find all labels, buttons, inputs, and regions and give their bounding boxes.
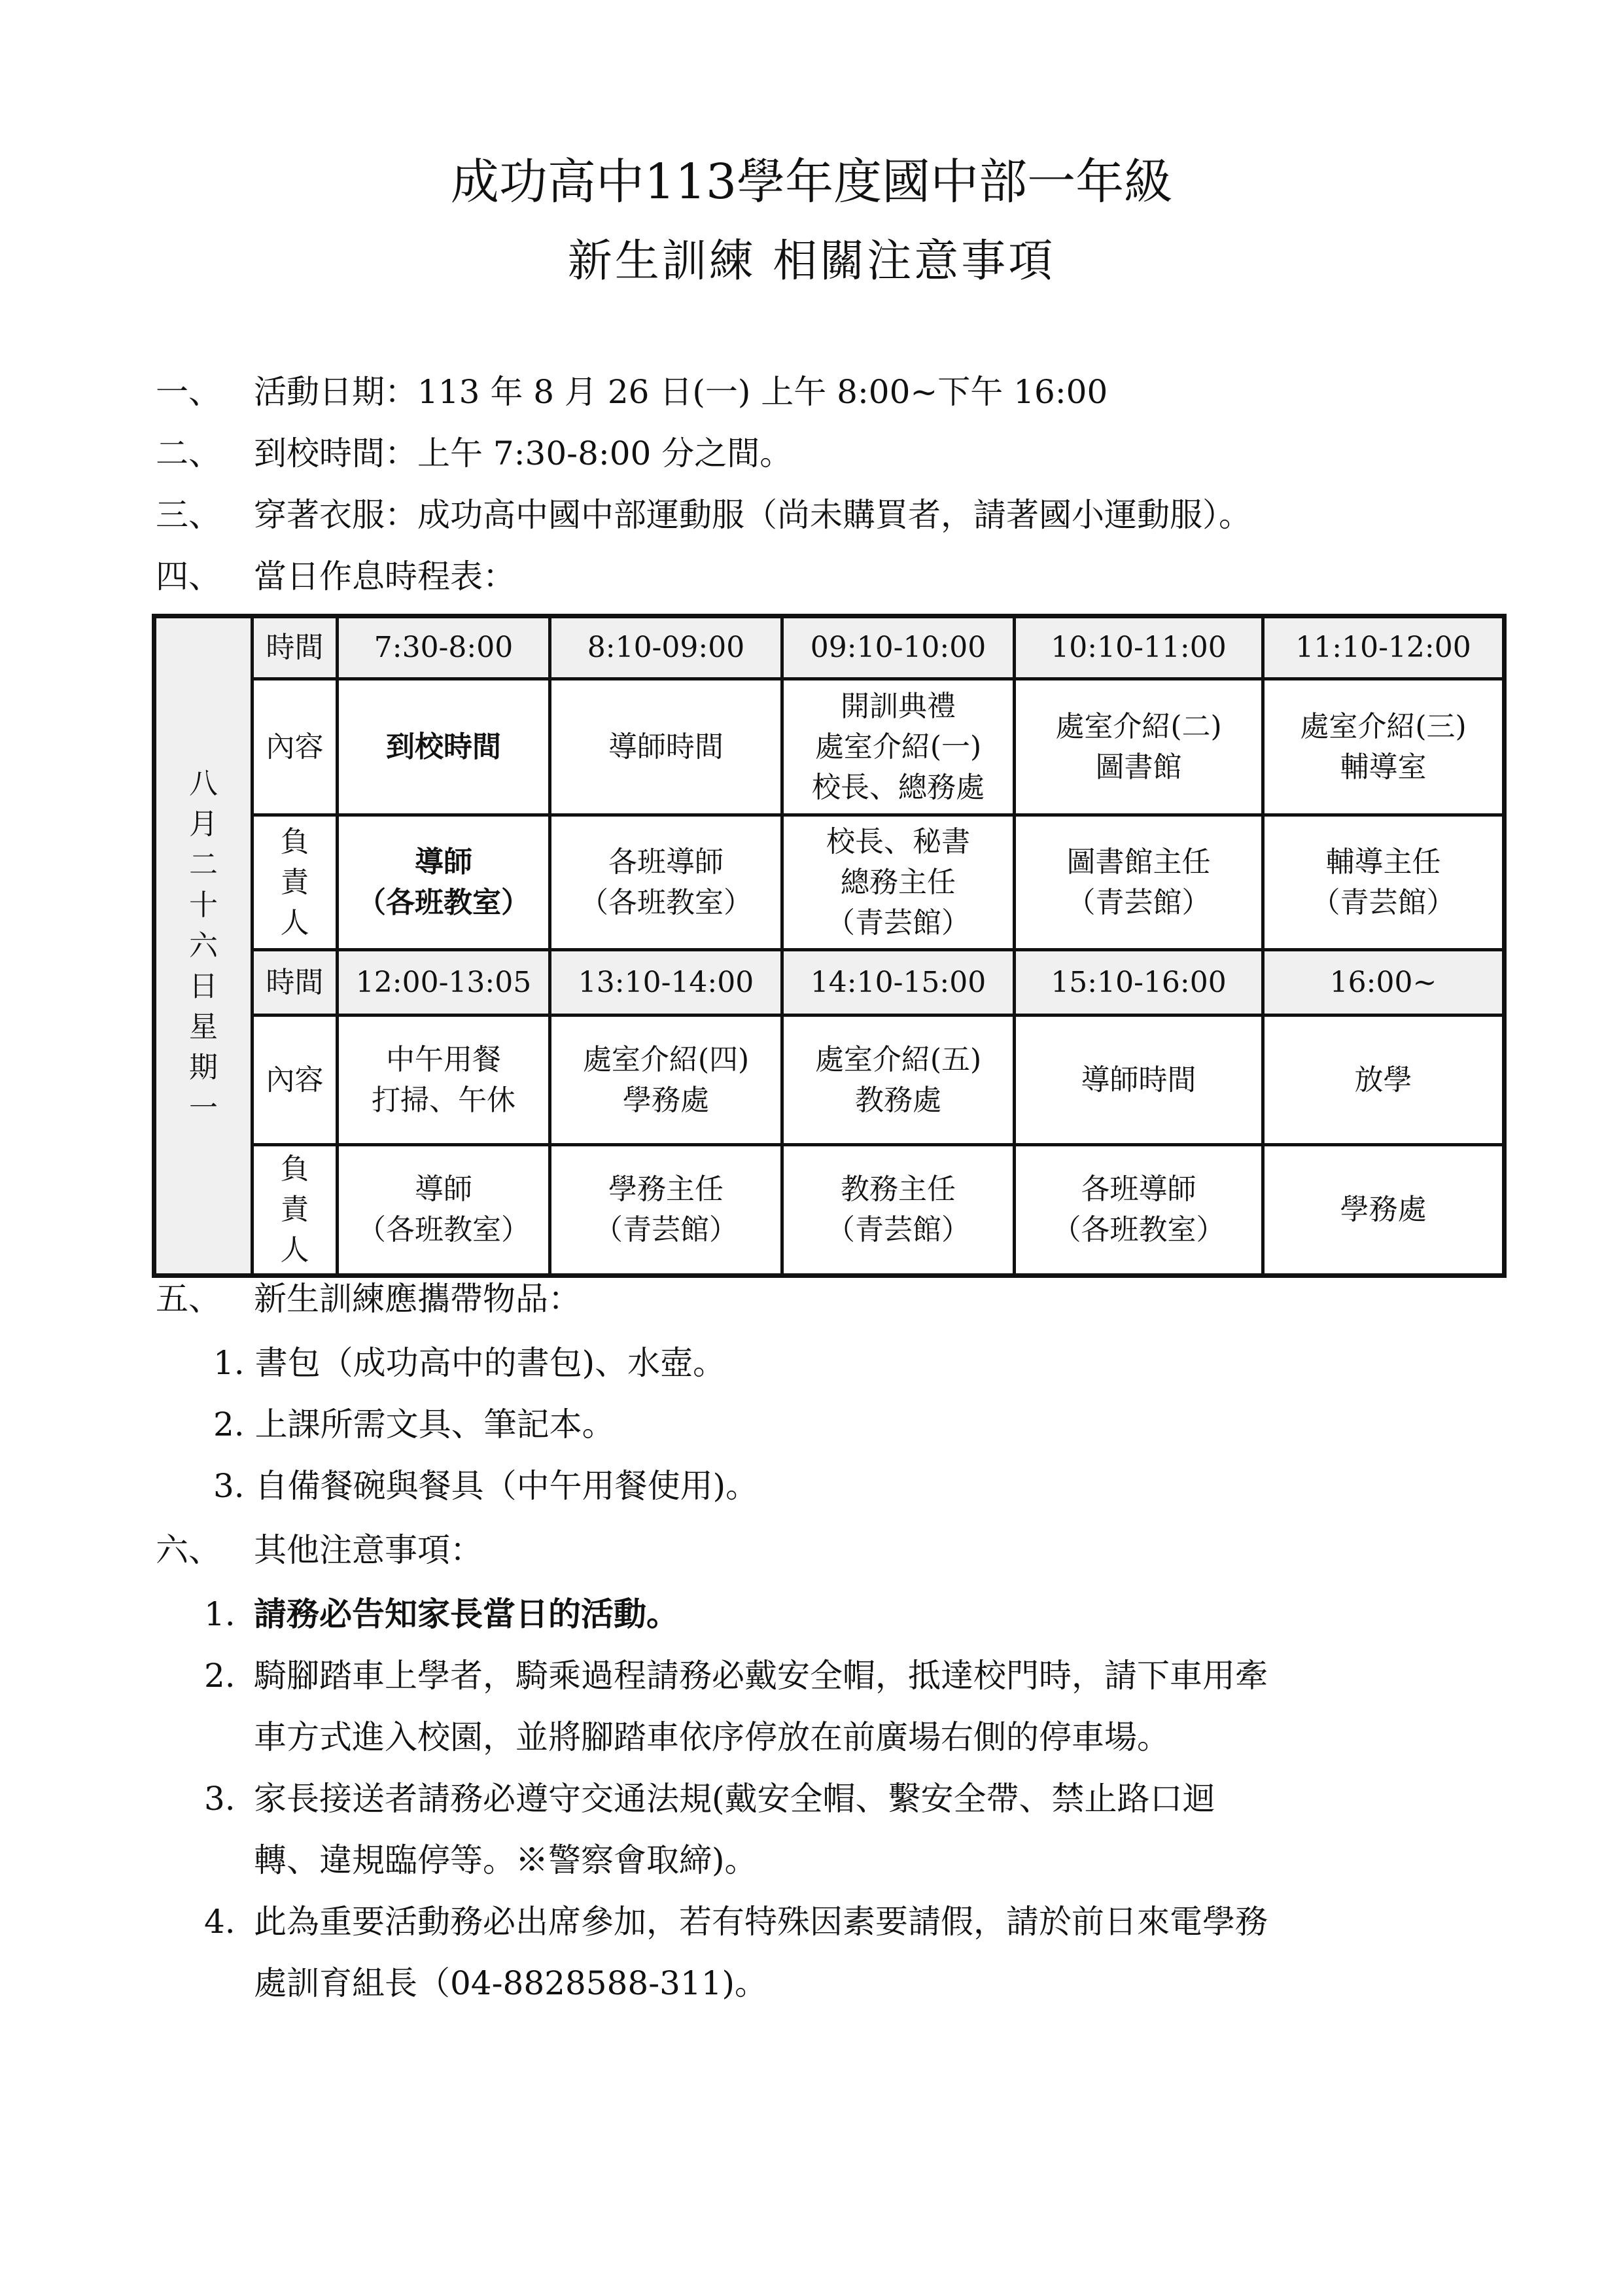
section-text: 活動日期：113 年 8 月 26 日(一) 上午 8:00~下午 16:00: [254, 373, 1108, 411]
content-cell: 開訓典禮 處室介紹(一) 校長、總務處: [782, 679, 1015, 815]
note-text: 家長接送者請務必遵守交通法規(戴安全帽、繫安全帶、禁止路口迴: [254, 1780, 1215, 1818]
person-cell: 導師 （各班教室）: [338, 815, 550, 950]
section-text: 其他注意事項：: [254, 1531, 483, 1569]
note-4-cont: 處訓育組長（04-8828588-311)。: [254, 1964, 768, 2002]
page-title: 成功高中113學年度國中部一年級: [450, 154, 1173, 210]
section-num: 三、: [156, 496, 221, 534]
page-subtitle: 新生訓練 相關注意事項: [567, 236, 1056, 287]
section-3: [156, 492, 1251, 538]
content-cell: 導師時間: [550, 679, 782, 815]
note-3-cont: 轉、違規臨停等。※警察會取締)。: [254, 1841, 758, 1879]
section-6: [156, 1527, 483, 1573]
note-text: 騎腳踏車上學者，騎乘過程請務必戴安全帽，抵達校門時，請下車用牽: [254, 1657, 1268, 1695]
content-cell: 處室介紹(三) 輔導室: [1263, 679, 1505, 815]
time-cell: 13:10-14:00: [550, 950, 782, 1016]
person-cell: 學務處: [1263, 1145, 1505, 1276]
content-cell: 中午用餐 打掃、午休: [338, 1016, 550, 1145]
section-2: [156, 431, 792, 476]
note-3: [204, 1776, 1215, 1822]
time-cell: 7:30-8:00: [338, 616, 550, 679]
note-1: [204, 1591, 679, 1637]
label-content: 內容: [253, 1016, 338, 1145]
bring-item: 2. 上課所需文具、筆記本。: [213, 1405, 615, 1443]
content-cell: 處室介紹(二) 圖書館: [1015, 679, 1263, 815]
section-text: 到校時間：上午 7:30-8:00 分之間。: [254, 434, 793, 472]
person-cell: 教務主任 （青芸館）: [782, 1145, 1015, 1276]
schedule-table: [152, 614, 1507, 1278]
person-cell: 學務主任 （青芸館）: [550, 1145, 782, 1276]
section-num: 六、: [156, 1531, 221, 1569]
section-num: 四、: [156, 557, 221, 595]
label-content: 內容: [253, 679, 338, 815]
time-cell: 16:00~: [1263, 950, 1505, 1016]
section-text: 當日作息時程表：: [254, 557, 515, 595]
note-num: 2.: [204, 1657, 236, 1695]
note-2: [204, 1653, 1268, 1699]
section-5: [156, 1276, 581, 1322]
section-1: [156, 369, 1108, 415]
section-num: 五、: [156, 1280, 221, 1318]
content-cell: 導師時間: [1015, 1016, 1263, 1145]
content-cell: 處室介紹(五) 教務處: [782, 1016, 1015, 1145]
label-time: 時間: [253, 616, 338, 679]
person-cell: 各班導師 （各班教室）: [1015, 1145, 1263, 1276]
bring-item: 1. 書包（成功高中的書包)、水壺。: [213, 1344, 726, 1382]
note-num: 4.: [204, 1903, 236, 1941]
time-cell: 14:10-15:00: [782, 950, 1015, 1016]
note-text: 請務必告知家長當日的活動。: [254, 1595, 679, 1633]
note-2-cont: 車方式進入校園，並將腳踏車依序停放在前廣場右側的停車場。: [254, 1718, 1170, 1756]
section-text: 新生訓練應攜帶物品：: [254, 1280, 581, 1318]
note-num: 3.: [204, 1780, 236, 1818]
label-person: 負 責 人: [253, 815, 338, 950]
note-text: 此為重要活動務必出席參加，若有特殊因素要請假，請於前日來電學務: [254, 1903, 1268, 1941]
section-text: 穿著衣服：成功高中國中部運動服（尚未購買者，請著國小運動服）。: [254, 496, 1251, 534]
section-num: 一、: [156, 373, 221, 411]
content-cell: 處室介紹(四) 學務處: [550, 1016, 782, 1145]
time-cell: 09:10-10:00: [782, 616, 1015, 679]
time-cell: 8:10-09:00: [550, 616, 782, 679]
label-time: 時間: [253, 950, 338, 1016]
label-person: 負 責 人: [253, 1145, 338, 1276]
bring-item: 3. 自備餐碗與餐具（中午用餐使用)。: [213, 1467, 759, 1505]
time-cell: 15:10-16:00: [1015, 950, 1263, 1016]
note-num: 1.: [204, 1595, 236, 1633]
person-cell: 校長、秘書 總務主任 （青芸館）: [782, 815, 1015, 950]
person-cell: 輔導主任 （青芸館）: [1263, 815, 1505, 950]
section-4: [156, 554, 515, 599]
note-4: [204, 1899, 1268, 1945]
section-num: 二、: [156, 434, 221, 472]
person-cell: 各班導師 （各班教室）: [550, 815, 782, 950]
date-vertical-cell: 八 月 二 十 六 日 星 期 一: [154, 616, 253, 1276]
person-cell: 導師 （各班教室）: [338, 1145, 550, 1276]
time-cell: 11:10-12:00: [1263, 616, 1505, 679]
content-cell: 到校時間: [338, 679, 550, 815]
content-cell: 放學: [1263, 1016, 1505, 1145]
time-cell: 12:00-13:05: [338, 950, 550, 1016]
time-cell: 10:10-11:00: [1015, 616, 1263, 679]
person-cell: 圖書館主任 （青芸館）: [1015, 815, 1263, 950]
